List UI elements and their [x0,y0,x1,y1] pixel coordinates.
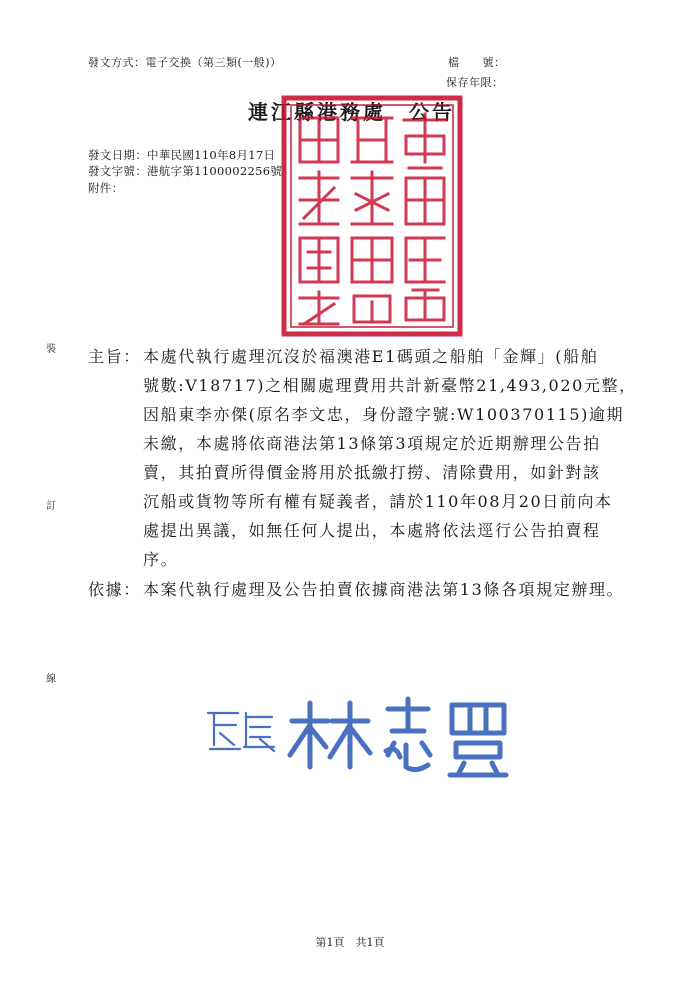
binding-mark-xian: 線 [46,674,56,685]
page-number: 第1頁 共1頁 [315,936,385,949]
subject-line: 沉船或貨物等所有權有疑義者，請於110年08月20日前向本 [143,492,613,511]
basis-label: 依據： [88,580,141,599]
binding-mark-zhuang: 裝 [46,344,56,355]
subject-line: 號數:V18717)之相關處理費用共計新臺幣21,493,020元整， [143,376,637,395]
send-method: 發文方式：電子交換（第三類(一般)） [88,56,282,69]
subject-line: 序。 [143,550,179,569]
official-seal [278,92,466,340]
document-number: 發文字號：港航字第1100002256號 [88,164,283,178]
subject-line: 因船東李亦傑(原名李文忠，身份證字號:W100370115)逾期 [143,405,625,424]
retention-label: 保存年限： [446,76,504,89]
subject-line: 本處代執行處理沉沒於福澳港E1碼頭之船舶「金輝」(船舶 [143,347,599,366]
subject-label: 主旨： [88,347,141,366]
attachment-label: 附件： [88,181,124,195]
file-number-label: 檔 號： [448,56,506,69]
subject-line: 賣，其拍賣所得價金將用於抵繳打撈、清除費用，如針對該 [143,463,601,482]
subject-line: 處提出異議，如無任何人提出，本處將依法逕行公告拍賣程 [143,521,601,540]
director-signature-stamp [200,695,520,785]
subject-line: 未繳，本處將依商港法第13條第3項規定於近期辦理公告拍 [143,434,601,453]
basis-text: 本案代執行處理及公告拍賣依據商港法第13條各項規定辦理。 [143,580,625,599]
notice-title: 連江縣港務處 公告 [248,100,455,124]
issue-date: 發文日期：中華民國110年8月17日 [88,148,276,162]
binding-mark-ding: 訂 [46,501,56,512]
